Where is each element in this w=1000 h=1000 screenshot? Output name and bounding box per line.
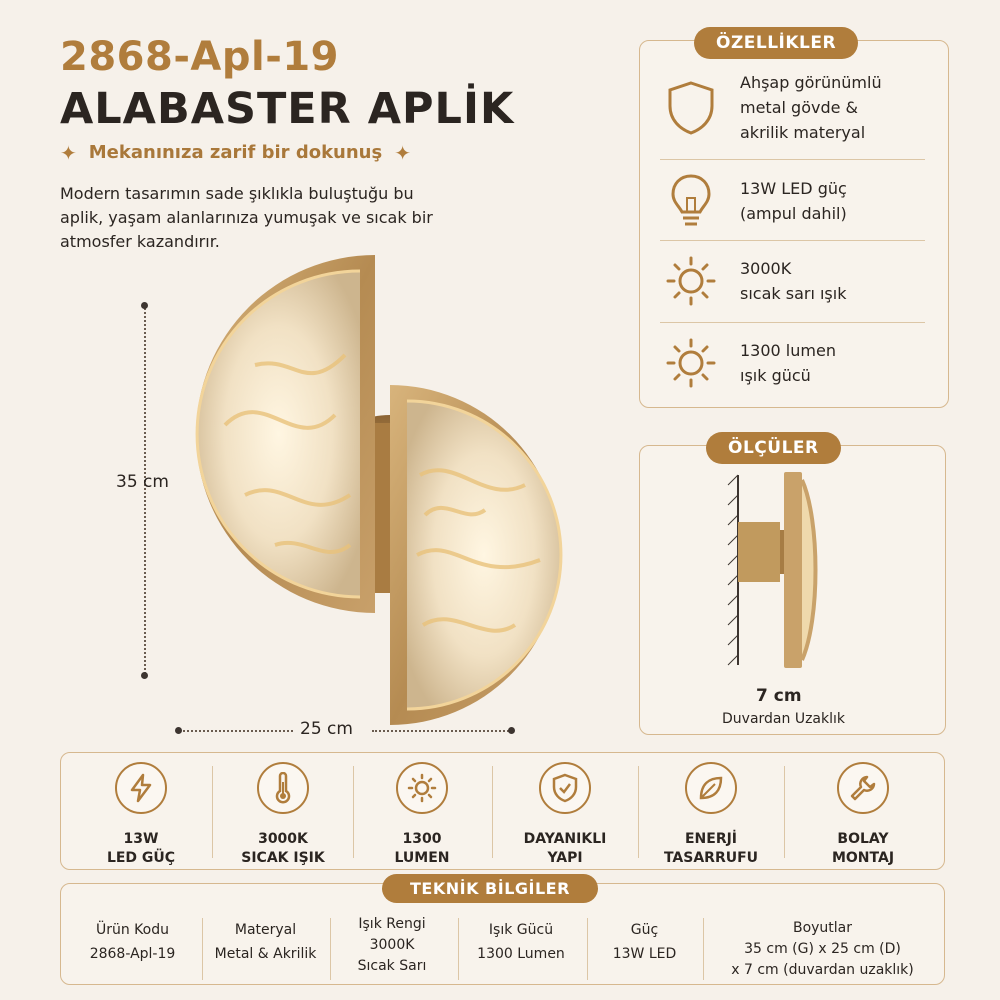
product-code: 2868-Apl-19 [60,34,339,80]
spec-light-output: Işık Gücü 1300 Lumen [477,922,565,962]
spec-power: Güç 13W LED [612,922,677,962]
width-dimension-line [372,730,512,732]
divider [703,918,704,980]
spec-product-code: Ürün Kodu 2868-Apl-19 [89,922,176,962]
spec-material: Materyal Metal & Akrilik [214,922,317,962]
divider [458,918,459,980]
tagline-row [60,142,411,163]
divider [660,240,925,241]
features-badge: ÖZELLİKLER [694,27,858,59]
feature-item: 3000K sıcak sarı ışık [660,250,925,312]
sun-icon [660,250,722,312]
benefit-item: ENERJİ TASARRUFU [646,762,776,868]
sparkle-icon: ✦ [394,140,411,165]
leaf-icon [685,762,737,814]
sparkle-icon: ✦ [60,140,77,165]
benefit-item: DAYANIKLI YAPI [500,762,630,868]
width-dimension-line [178,730,293,732]
divider [638,766,639,858]
side-view-diagram [720,470,850,670]
divider [492,766,493,858]
dimension-dot [508,727,515,734]
shield-icon [660,77,722,139]
tech-specs-badge: TEKNİK BİLGİLER [382,874,598,903]
wrench-icon [837,762,889,814]
product-image [185,245,580,730]
depth-label: 7 cm [756,686,802,706]
benefit-item: BOLAY MONTAJ [798,762,928,868]
divider [660,322,925,323]
sun-icon [396,762,448,814]
dimension-dot [141,302,148,309]
divider [330,918,331,980]
lightning-icon [115,762,167,814]
divider [660,159,925,160]
depth-caption: Duvardan Uzaklık [722,711,845,727]
feature-item: Ahşap görünümlü metal gövde & akrilik materyal [660,70,925,145]
sun-icon [660,332,722,394]
spec-light-color: Işık Rengi 3000K Sıcak Sarı [357,916,427,974]
tagline: Mekanınıza zarif bir dokunuş [88,142,383,163]
page-title: ALABASTER APLİK [60,84,515,134]
thermometer-icon [257,762,309,814]
feature-item: 1300 lumen ışık gücü [660,332,925,394]
spec-dimensions: Boyutlar 35 cm (G) x 25 cm (D) x 7 cm (duvardan uzaklık) [731,920,914,978]
dimensions-badge: ÖLÇÜLER [706,432,841,464]
height-label: 35 cm [116,472,169,492]
divider [202,918,203,980]
divider [784,766,785,858]
divider [353,766,354,858]
benefit-item: 1300 LUMEN [357,762,487,868]
benefit-item: 3000K SICAK IŞIK [218,762,348,868]
feature-item: 13W LED güç (ampul dahil) [660,170,925,232]
product-description: Modern tasarımın sade şıklıkla buluştuğu bu aplik, yaşam alanlarınıza yumuşak ve sıcak bir atmosfer kazandırır. [60,184,433,251]
width-label: 25 cm [300,719,353,739]
divider [587,918,588,980]
bulb-icon [660,170,722,232]
shield-check-icon [539,762,591,814]
benefit-item: 13W LED GÜÇ [76,762,206,868]
divider [212,766,213,858]
dimension-dot [141,672,148,679]
dimension-dot [175,727,182,734]
